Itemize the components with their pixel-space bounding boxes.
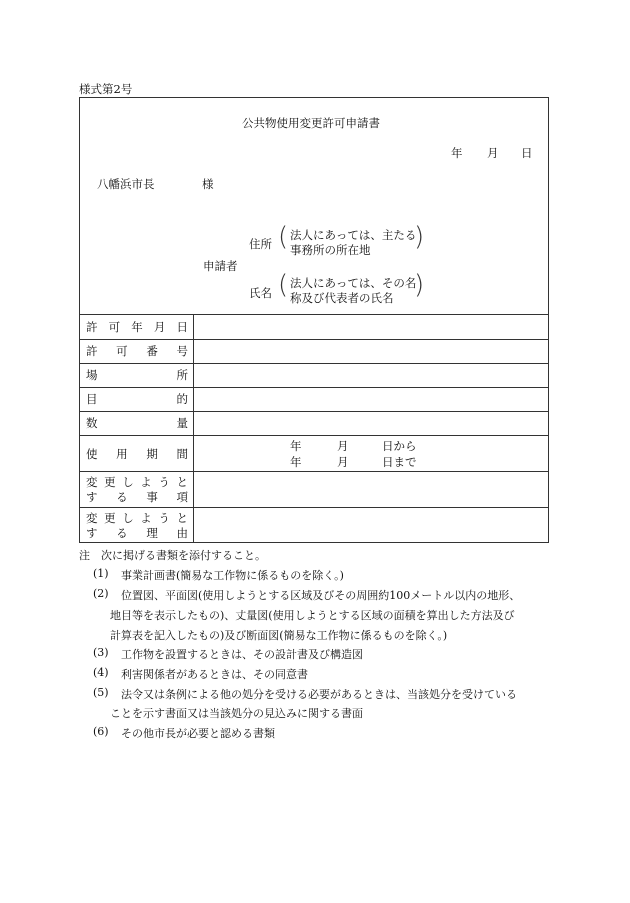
form-title: 公共物使用変更許可申請書	[242, 116, 380, 130]
row-divider	[79, 471, 549, 472]
column-divider	[193, 314, 194, 542]
note-text: 計算表を記入したもの)及び断面図(簡易な工作物に係るものを除く。)	[110, 629, 448, 642]
label-char: 事	[146, 490, 158, 504]
label-change-reason-line1	[86, 510, 188, 526]
label-char: 可	[108, 320, 121, 334]
note-text: 工作物を設置するときは、その設計書及び構造図	[121, 648, 363, 661]
period-from-suffix: 日から	[382, 439, 417, 453]
note-number: (3)	[93, 646, 109, 659]
label-char: 可	[116, 344, 128, 358]
label-change-reason-line2	[86, 525, 188, 541]
label-char: 間	[176, 447, 188, 461]
label-char: 数	[86, 416, 98, 430]
label-char: 日	[176, 320, 188, 334]
name-label: 氏名	[249, 286, 272, 300]
note-text: 利害関係者があるときは、その同意書	[121, 668, 308, 681]
addressee-name: 八幡浜市長	[97, 177, 155, 191]
row-divider	[79, 507, 549, 508]
label-char: 許	[86, 344, 98, 358]
label-quantity	[86, 415, 188, 431]
note-text: ことを示す書面又は当該処分の見込みに関する書面	[110, 707, 363, 720]
note-text: 事業計画書(簡易な工作物に係るものを除く。)	[121, 569, 344, 582]
address-note-line1: 法人にあっては、主たる	[290, 228, 417, 242]
note-number: (6)	[93, 725, 109, 738]
bracket-close-name: )	[414, 270, 425, 300]
label-period	[86, 446, 188, 462]
bracket-open-address: (	[278, 222, 289, 252]
label-change-items-line1	[86, 474, 188, 490]
period-from-year: 年	[290, 439, 302, 453]
label-char: 年	[131, 320, 143, 334]
notes-heading: 注 次に掲げる書類を添付すること。	[79, 549, 266, 562]
note-number: (4)	[93, 666, 109, 679]
label-char: す	[86, 526, 98, 540]
label-char: し	[122, 511, 134, 525]
label-char: 目	[86, 392, 98, 406]
label-char: と	[176, 475, 188, 489]
period-to-month: 月	[337, 455, 349, 469]
row-divider	[79, 387, 549, 388]
row-divider	[79, 314, 549, 315]
note-text: 位置図、平面図(使用しようとする区域及びその周囲約100メートル以内の地形、	[121, 589, 521, 602]
label-char: 番	[146, 344, 158, 358]
row-divider	[79, 411, 549, 412]
label-char: 月	[153, 320, 166, 334]
label-char: し	[122, 475, 134, 489]
address-note-line2: 事務所の所在地	[290, 243, 371, 257]
label-char: 的	[176, 392, 188, 406]
label-purpose	[86, 391, 188, 407]
row-divider	[79, 363, 549, 364]
label-char: 場	[86, 368, 98, 382]
note-number: (2)	[93, 587, 109, 600]
label-char: 所	[176, 368, 188, 382]
applicant-label: 申請者	[203, 259, 238, 273]
label-place	[86, 367, 188, 383]
label-char: 変	[86, 475, 98, 489]
addressee-honorific: 様	[202, 177, 214, 191]
label-char: と	[176, 511, 188, 525]
note-text: 地目等を表示したもの)、丈量図(使用しようとする区域の面積を算出した方法及び	[110, 609, 515, 622]
name-note-line2: 称及び代表者の氏名	[290, 291, 394, 305]
label-char: 更	[104, 475, 116, 489]
label-char: よ	[140, 475, 152, 489]
note-text: その他市長が必要と認める書類	[121, 727, 275, 740]
bracket-open-name: (	[278, 270, 289, 300]
date-year: 年	[451, 146, 463, 160]
bracket-close-address: )	[414, 222, 425, 252]
label-char: 理	[146, 526, 158, 540]
label-char: 許	[86, 320, 98, 334]
label-char: 期	[146, 447, 158, 461]
label-char: る	[116, 490, 128, 504]
date-day: 日	[521, 146, 533, 160]
label-char: 由	[176, 526, 188, 540]
label-char: す	[86, 490, 98, 504]
period-to-year: 年	[290, 455, 302, 469]
label-char: う	[158, 511, 170, 525]
label-char: 量	[176, 416, 188, 430]
period-to-suffix: 日まで	[382, 455, 417, 469]
label-change-items-line2	[86, 489, 188, 505]
label-char: よ	[140, 511, 152, 525]
label-permit-number	[86, 343, 188, 359]
name-note-line1: 法人にあっては、その名	[290, 276, 417, 290]
row-divider	[79, 339, 549, 340]
period-from-month: 月	[337, 439, 349, 453]
label-char: 用	[116, 447, 128, 461]
label-char: 使	[86, 447, 98, 461]
label-char: 号	[176, 344, 188, 358]
note-number: (5)	[93, 686, 109, 699]
address-label: 住所	[249, 237, 272, 251]
label-char: う	[158, 475, 170, 489]
form-number: 様式第2号	[79, 82, 133, 96]
date-month: 月	[487, 146, 499, 160]
label-char: 項	[176, 490, 188, 504]
label-char: 変	[86, 511, 98, 525]
note-number: (1)	[93, 567, 109, 580]
note-text: 法令又は条例による他の処分を受ける必要があるときは、当該処分を受けている	[121, 688, 517, 701]
label-permit-date	[86, 319, 188, 335]
label-char: る	[116, 526, 128, 540]
row-divider	[79, 435, 549, 436]
label-char: 更	[104, 511, 116, 525]
